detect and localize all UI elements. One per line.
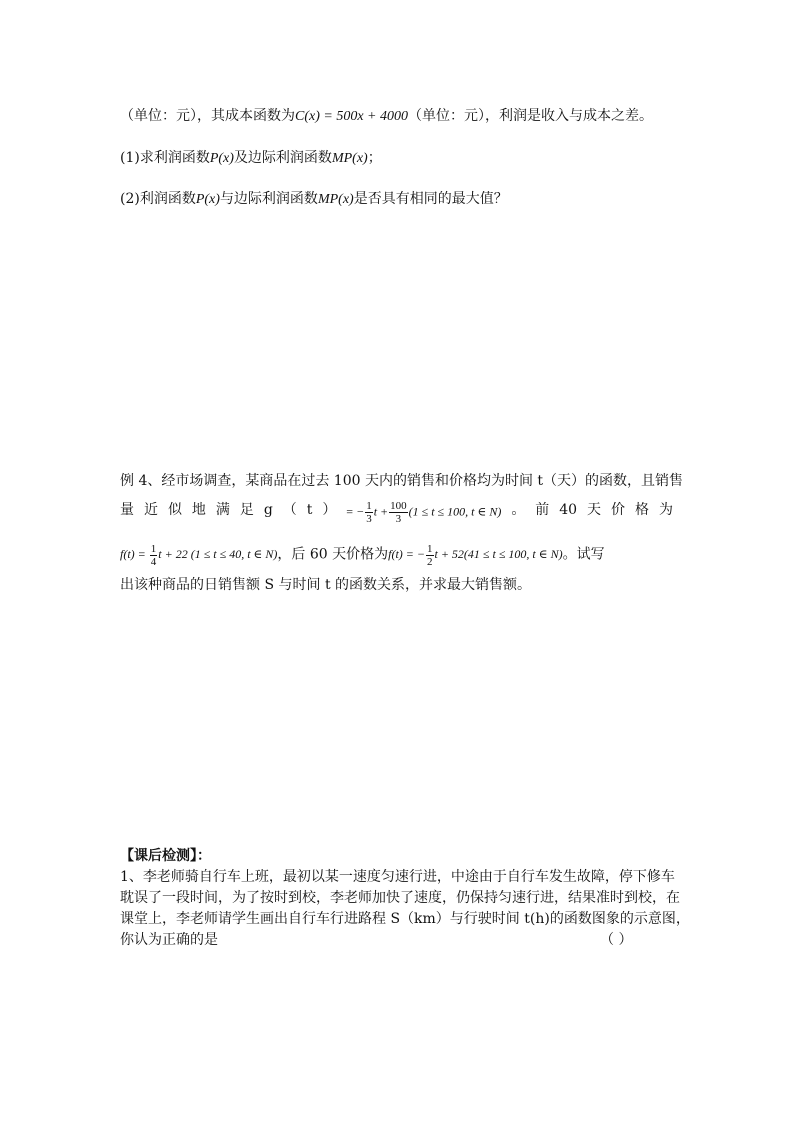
ex4-char: 格 <box>634 502 649 518</box>
question-1 <box>120 148 382 169</box>
f1-lhs: f(t) = <box>120 547 146 562</box>
check-q1-line-1 <box>120 867 675 887</box>
ex4-char: 为 <box>658 502 673 518</box>
ex4-char: 前 <box>535 502 550 518</box>
ex4-text-4: 出该种商品的日销售额 S 与时间 t 的函数关系，并求最大销售额。 <box>120 577 532 593</box>
q2-marginal-function: MP(x) <box>317 192 354 207</box>
question-2 <box>120 189 508 210</box>
ex4-char: ） <box>322 502 337 518</box>
ex4-char: 满 <box>215 502 230 518</box>
cost-text-a: （单位：元），其成本函数为 <box>120 108 295 124</box>
q2-text-b: 与边际利润函数 <box>219 191 318 207</box>
check-q1-line-2 <box>120 888 680 908</box>
check-q1-text-1: 1、李老师骑自行车上班，最初以某一速度匀速行进，中途由于自行车发生故障，停下修车 <box>120 869 675 885</box>
f2-lhs: f(t) = − <box>388 547 425 562</box>
ex4-text-end: 。试写 <box>562 546 605 563</box>
ex4-text-mid: ，后 60 天价格为 <box>277 546 389 563</box>
f1-frac <box>150 543 158 568</box>
ex4-char: 近 <box>143 502 158 518</box>
f2-frac <box>426 543 434 568</box>
cost-formula: C(x) = 500x + 4000 <box>295 109 408 124</box>
example-4-line-1 <box>120 471 683 491</box>
ex4-char: g <box>263 502 273 518</box>
q2-text-a: (2)利润函数 <box>120 191 196 207</box>
cost-function-line <box>120 106 653 127</box>
answer-blank-text: （ ） <box>600 932 633 948</box>
ex4-char: 量 <box>120 502 134 518</box>
section-title-text: 【课后检测】： <box>120 848 211 864</box>
ex4-char: 40 <box>559 502 578 518</box>
check-q1-text-4: 你认为正确的是 <box>120 932 218 948</box>
ex4-char: 足 <box>239 502 254 518</box>
q1-marginal-function: MP(x) <box>331 151 368 166</box>
check-q1-text-2: 耽误了一段时间，为了按时到校，李老师加快了速度，仍保持匀速行进，结果准时到校，在 <box>120 890 680 906</box>
ex4-char: 似 <box>167 502 182 518</box>
ex4-text-1: 例 4、经市场调查，某商品在过去 100 天内的销售和价格均为时间 t（天）的函数，且销售 <box>120 473 684 489</box>
g-frac-1 <box>365 500 373 525</box>
f2-frac-den: 2 <box>427 556 433 568</box>
g-t: t + <box>373 504 389 519</box>
check-q1-line-3 <box>120 909 690 929</box>
g-frac-2 <box>389 500 408 525</box>
f1-formula <box>120 543 278 568</box>
q1-text-c: ； <box>367 150 382 166</box>
f1-frac-num: 1 <box>150 543 157 555</box>
cost-text-b: （单位：元），利润是收入与成本之差。 <box>407 108 653 124</box>
g-frac-1-den: 3 <box>366 513 372 525</box>
ex4-char: 地 <box>191 502 206 518</box>
ex4-char: 天 <box>587 502 602 518</box>
g-frac-1-num: 1 <box>366 500 372 512</box>
g-formula: = − $\frac{1}{3}$ t + $\frac{100}{3}$ (1 ≤ t ≤ 100, t ∈ N) <box>346 500 502 525</box>
check-q1-text-3: 课堂上，李老师请学生画出自行车行进路程 S（km）与行驶时间 t(h)的函数图象的示意图， <box>120 911 690 927</box>
f1-rest: t + 22 (1 ≤ t ≤ 40, t ∈ N) <box>158 547 278 562</box>
example-4-line-3 <box>120 543 605 568</box>
f2-rest: t + 52(41 ≤ t ≤ 100, t ∈ N) <box>434 547 563 562</box>
f1-frac-den: 4 <box>150 556 157 568</box>
g-condition: (1 ≤ t ≤ 100, t ∈ N) <box>408 504 502 519</box>
ex4-char: （ <box>282 502 297 518</box>
q1-text-b: 及边际利润函数 <box>233 150 332 166</box>
example-4-line-2 <box>120 500 673 525</box>
ex4-char: t <box>306 502 313 518</box>
f2-formula <box>388 543 563 568</box>
q2-profit-function: P(x) <box>195 192 220 207</box>
example-4-line-4 <box>120 575 531 595</box>
q1-text-a: (1)求利润函数 <box>120 150 210 166</box>
answer-blank[interactable] <box>600 930 632 950</box>
q1-profit-function: P(x) <box>209 151 234 166</box>
g-frac-2-den: 3 <box>395 513 402 525</box>
g-frac-2-num: 100 <box>390 500 407 512</box>
ex4-char: 。 <box>511 502 526 518</box>
section-title <box>120 846 211 866</box>
ex4-char: 价 <box>611 502 626 518</box>
g-equals: = <box>346 504 354 519</box>
check-q1-line-4 <box>120 930 218 950</box>
q2-text-c: 是否具有相同的最大值？ <box>353 191 508 207</box>
f2-frac-num: 1 <box>427 543 433 555</box>
